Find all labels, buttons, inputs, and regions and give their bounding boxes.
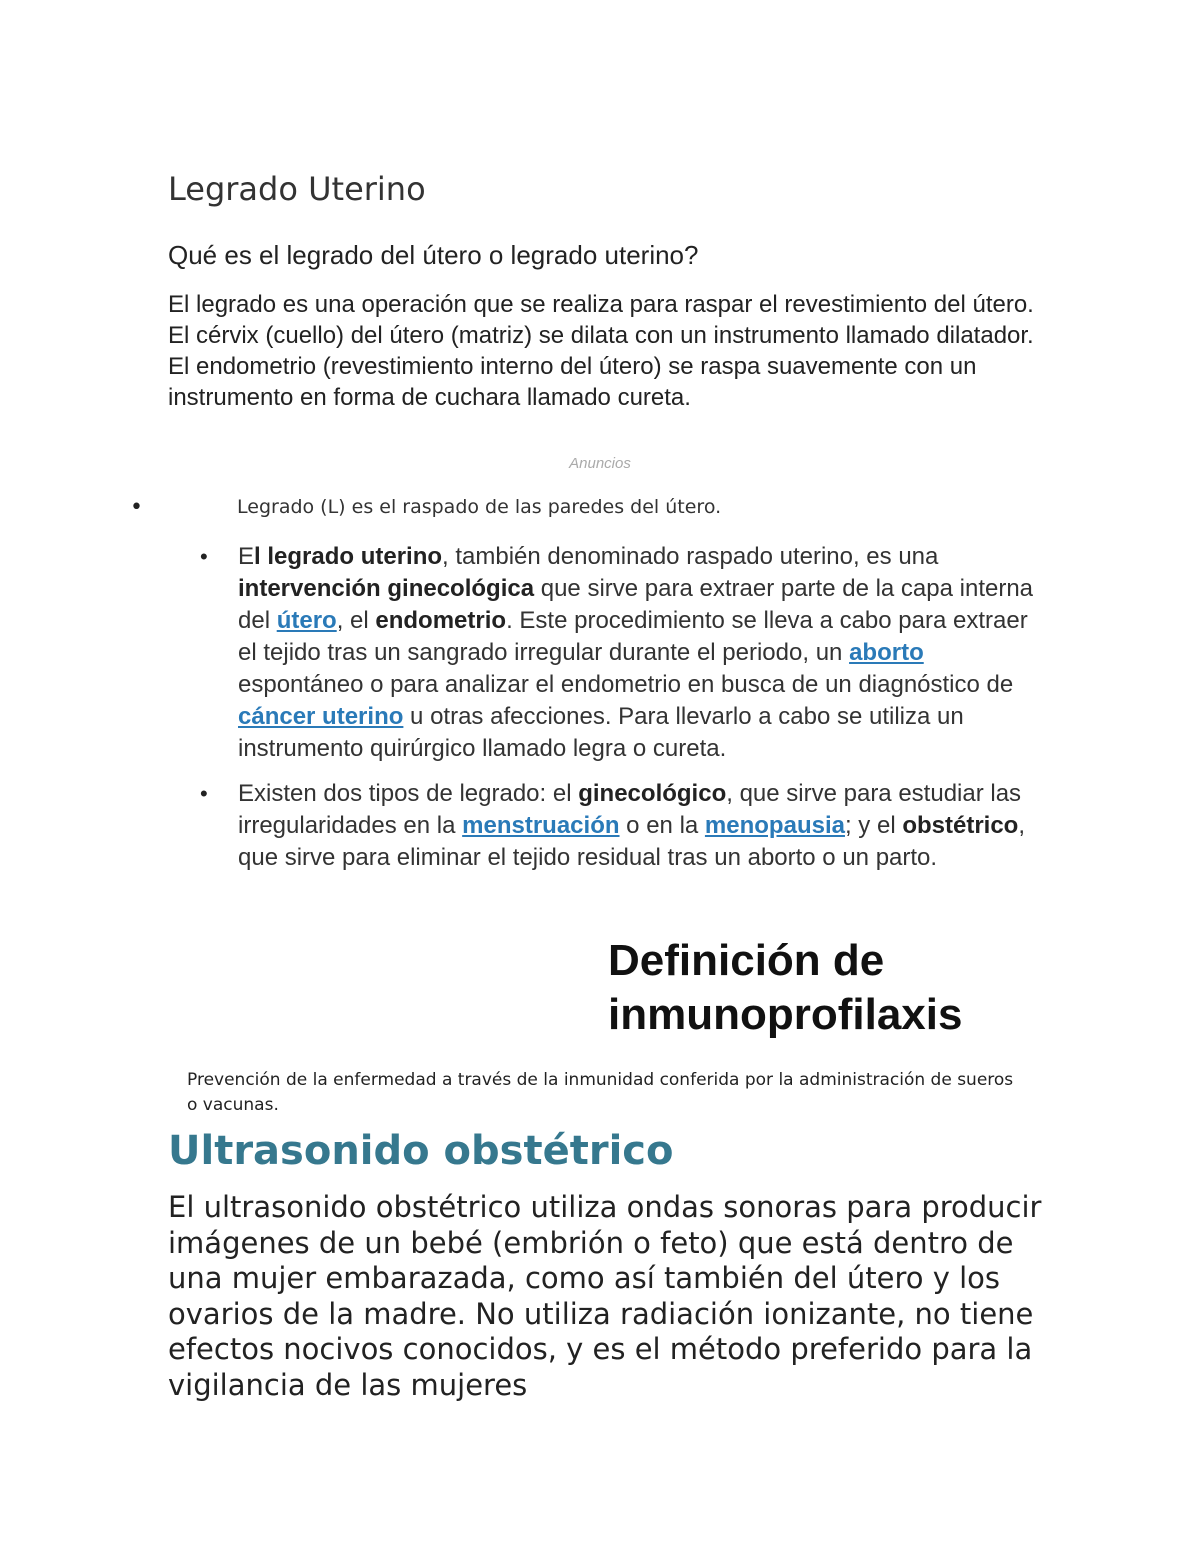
list-item: • Existen dos tipos de legrado: el ginecológico, que sirve para estudiar las irregularidades en la menstruación o en la menopausia; y el obstétrico, que sirve para eliminar el tejido residual tras un aborto o un parto. [200,780,1026,871]
bullet-glyph: • [130,495,143,520]
ads-label: Anuncios [569,455,631,472]
link-menstruacion[interactable]: menstruación [462,812,620,839]
list-item: • El legrado uterino, también denominado raspado uterino, es una intervención ginecológica que sirve para extraer parte de la capa interna del útero, el endometrio. Este procedimiento se lleva a cabo para extraer el tejido tras un sangrado irregular durante el periodo, un aborto espontáneo o para analizar el endometrio en busca de un diagnóstico de cáncer uterino u otras afecciones. Para llevarlo a cabo se utiliza un instrumento quirúrgico llamado legra o cureta. [200,543,1034,762]
link-aborto[interactable]: aborto [849,639,924,666]
definition-heading: Definición de inmunoprofilaxis [608,936,963,1039]
intro-paragraph: El legrado es una operación que se realiza para raspar el revestimiento del útero. El cérvix (cuello) del útero (matriz) se dilata con un instrumento llamado dilatador. El endometrio (revestimiento interno del útero) se raspa suavemente con un instrumento en forma de cuchara llamado cureta. [168,291,1034,411]
bullet-glyph: • [200,781,208,806]
bullet-glyph: • [200,544,208,569]
link-utero[interactable]: útero [276,607,337,634]
link-cancer-uterino[interactable]: cáncer uterino [238,703,404,730]
ultrasound-body: El ultrasonido obstétrico utiliza ondas sonoras para producir imágenes de un bebé (embrión o feto) que está dentro de una mujer embarazada, como así también del útero y los ovarios de la madre. No utiliza radiación ionizante, no tiene efectos nocivos conocidos, y es el método preferido para la vigilancia de las mujeres [168,1190,1042,1402]
legrado-list [200,541,1050,887]
page-title: Legrado Uterino [168,170,426,208]
link-menopausia[interactable]: menopausia [704,812,845,839]
definition-body: Prevención de la enfermedad a través de la inmunidad conferida por la administración de sueros o vacunas. [187,1070,1014,1115]
bullet-item-raspado: Legrado (L) es el raspado de las paredes del útero. [237,496,722,518]
question-heading: Qué es el legrado del útero o legrado uterino? [168,240,699,270]
ultrasound-heading: Ultrasonido obstétrico [168,1128,674,1174]
